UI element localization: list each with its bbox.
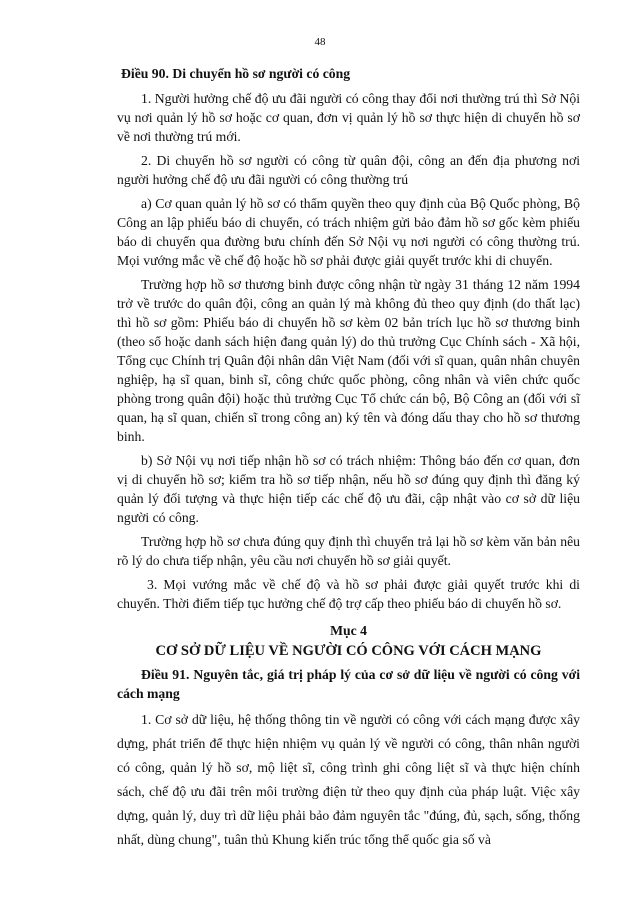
article-90-para-2b-case: Trường hợp hồ sơ chưa đúng quy định thì chuyển trả lại hồ sơ kèm văn bản nêu rõ lý do chưa tiếp nhận, yêu cầu nơi chuyển hồ sơ giải quyết. — [117, 534, 580, 568]
article-91-para-1: 1. Cơ sở dữ liệu, hệ thống thông tin về người có công với cách mạng được xây dựng, phát triển để thực hiện nhiệm vụ quản lý về người có công, thân nhân người có công, quản lý hồ sơ, mộ liệt sĩ, công trình ghi công liệt sĩ và thực hiện chính sách, chế độ ưu đãi trên môi trường điện tử theo quy định của pháp luật. Việc xây dựng, quản lý, duy trì dữ liệu phải bảo đảm nguyên tắc "đúng, đủ, sạch, sống, thống nhất, dùng chung", tuân thủ Khung kiến trúc tổng thể quốc gia số và — [117, 712, 580, 847]
article-90-para-2: 2. Di chuyển hồ sơ người có công từ quân đội, công an đến địa phương nơi người hưởng chế độ ưu đãi người có công thường trú — [117, 153, 580, 187]
document-body — [117, 64, 580, 857]
article-90-para-2b: b) Sở Nội vụ nơi tiếp nhận hồ sơ có trách nhiệm: Thông báo đến cơ quan, đơn vị di chuyển hồ sơ; kiểm tra hồ sơ tiếp nhận, nếu hồ sơ đúng quy định thì đăng ký quản lý đối tượng và thực hiện tiếp các chế độ ưu đãi, cập nhật vào cơ sở dữ liệu người có công. — [117, 453, 580, 525]
section-title: CƠ SỞ DỮ LIỆU VỀ NGƯỜI CÓ CÔNG VỚI CÁCH MẠNG — [155, 643, 542, 659]
article-90-title: Điều 90. Di chuyển hồ sơ người có công — [121, 66, 351, 81]
article-90-para-1: 1. Người hưởng chế độ ưu đãi người có công thay đổi nơi thường trú thì Sở Nội vụ nơi quản lý hồ sơ hoặc cơ quan, đơn vị quản lý hồ sơ thực hiện di chuyển hồ sơ về nơi thường trú mới. — [117, 91, 580, 144]
section-number: Mục 4 — [330, 623, 367, 638]
article-90-para-2a-case: Trường hợp hồ sơ thương binh được công nhận từ ngày 31 tháng 12 năm 1994 trở về trước do quân đội, công an quản lý mà không đủ theo quy định (do thất lạc) thì hồ sơ gồm: Phiếu báo di chuyển hồ sơ kèm 02 bản trích lục hồ sơ thương binh (theo sổ hoặc danh sách hiện đang quản lý) do thủ trưởng Cục Chính sách - Xã hội, Tổng cục Chính trị Quân đội nhân dân Việt Nam (đối với sĩ quan, quân nhân chuyên nghiệp, hạ sĩ quan, binh sĩ, công chức quốc phòng, công nhân và viên chức quốc phòng trong quân đội) hoặc thủ trưởng Cục Tổ chức cán bộ, Bộ Công an (đối với sĩ quan, hạ sĩ quan, chiến sĩ trong công an) ký tên và đóng dấu thay cho hồ sơ thương binh. — [117, 277, 580, 444]
article-90-para-3: 3. Mọi vướng mắc về chế độ và hồ sơ phải được giải quyết trước khi di chuyển. Thời điểm tiếp tục hưởng chế độ trợ cấp theo phiếu báo di chuyển hồ sơ. — [117, 577, 580, 611]
page-number: 48 — [314, 36, 326, 48]
article-91-title: Điều 91. Nguyên tắc, giá trị pháp lý của cơ sở dữ liệu về người có công với cách mạng — [117, 667, 580, 701]
article-90-para-2a: a) Cơ quan quản lý hồ sơ có thẩm quyền theo quy định của Bộ Quốc phòng, Bộ Công an lập phiếu báo di chuyển, có trách nhiệm gửi bảo đảm hồ sơ gốc kèm phiếu báo di chuyển qua đường bưu chính đến Sở Nội vụ nơi người có công thường trú. Mọi vướng mắc về chế độ hoặc hồ sơ phải được giải quyết trước khi di chuyển. — [117, 196, 580, 268]
